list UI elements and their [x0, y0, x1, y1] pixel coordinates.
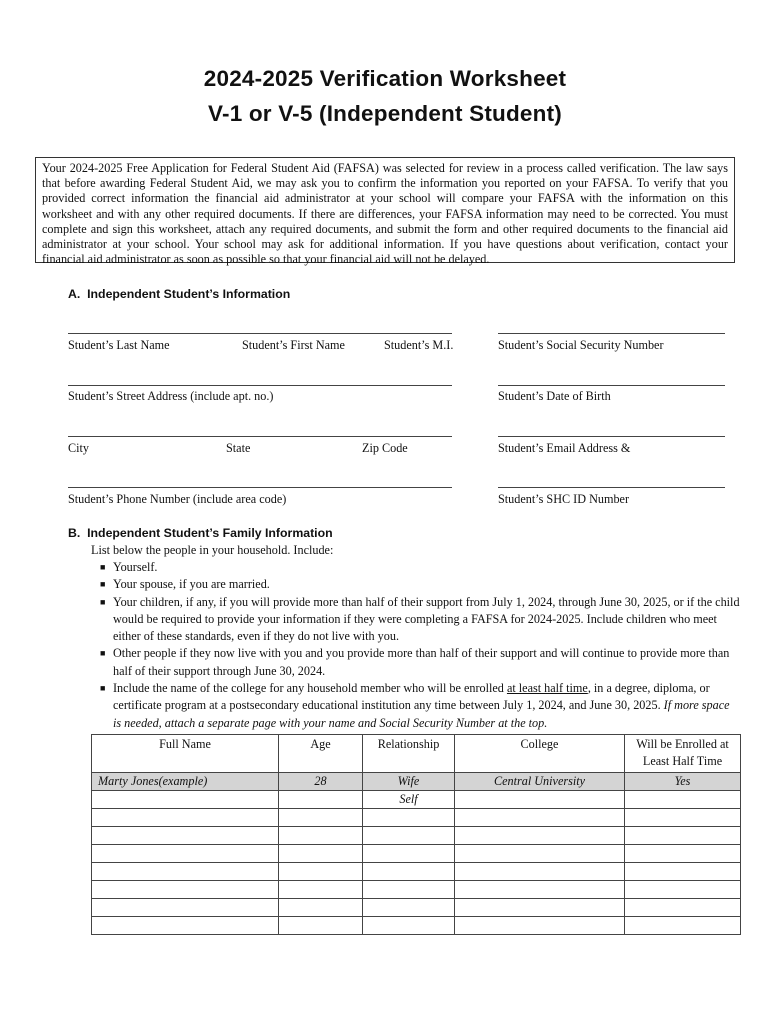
- cell-full-name[interactable]: [92, 809, 279, 827]
- cell-relationship[interactable]: [363, 827, 455, 845]
- table-row: [92, 845, 741, 863]
- list-item: ■ Yourself.: [100, 559, 740, 576]
- cell-age[interactable]: [279, 827, 363, 845]
- cell-full-name[interactable]: [92, 881, 279, 899]
- cell-age[interactable]: [279, 791, 363, 809]
- table-row: [92, 809, 741, 827]
- cell-college[interactable]: [455, 917, 625, 935]
- cell-relationship[interactable]: [363, 881, 455, 899]
- cell-relationship[interactable]: [363, 863, 455, 881]
- example-college: Central University: [455, 773, 625, 791]
- col-header-college: College: [455, 735, 625, 773]
- list-item: ■ Your spouse, if you are married.: [100, 576, 740, 593]
- bullet-icon: ■: [100, 562, 106, 572]
- cell-enrolled[interactable]: [625, 791, 741, 809]
- table-row: [92, 881, 741, 899]
- example-relationship: Wife: [363, 773, 455, 791]
- table-row: [92, 899, 741, 917]
- col-header-full-name: Full Name: [92, 735, 279, 773]
- cell-full-name[interactable]: [92, 899, 279, 917]
- bullet-icon: ■: [100, 648, 106, 659]
- table-row: [92, 863, 741, 881]
- list-item: ■ Include the name of the college for any household member who will be enrolled at least half time, in a degree, diploma, or certificate program at a postsecondary educational institution any time between July 1, 2024, and June 30, 2025. If more space is needed, attach a separate page with your name and Social Security Number at the top.: [100, 681, 730, 730]
- cell-relationship[interactable]: [363, 917, 455, 935]
- street-line[interactable]: [68, 385, 452, 386]
- worksheet-title: 2024-2025 Verification Worksheet: [203, 66, 567, 91]
- example-age: 28: [279, 773, 363, 791]
- cell-college[interactable]: [455, 845, 625, 863]
- street-label: Student’s Street Address (include apt. no.): [68, 389, 274, 403]
- cell-full-name[interactable]: [92, 863, 279, 881]
- email-line[interactable]: [498, 436, 725, 437]
- last-name-label: Student’s Last Name: [68, 338, 170, 352]
- cell-enrolled[interactable]: [625, 917, 741, 935]
- city-label: City: [68, 441, 89, 455]
- col-header-age: Age: [279, 735, 363, 773]
- cell-age[interactable]: [279, 917, 363, 935]
- cell-full-name[interactable]: [92, 845, 279, 863]
- section-a-heading: A. Independent Student’s Information: [68, 287, 291, 301]
- email-label: Student’s Email Address &: [498, 441, 631, 455]
- shc-id-line[interactable]: [498, 487, 725, 488]
- col-header-enrolled: Will be Enrolled at Least Half Time: [625, 735, 741, 773]
- bullet-icon: ■: [100, 683, 106, 694]
- bullet-icon: ■: [100, 579, 106, 590]
- list-item: ■ Other people if they now live with you and you provide more than half of their support and will continue to provide more than half of their support through June 30, 2024.: [100, 646, 730, 678]
- cell-relationship[interactable]: [363, 845, 455, 863]
- table-row: [92, 917, 741, 935]
- cell-college[interactable]: [455, 881, 625, 899]
- table-row: [92, 791, 741, 809]
- cell-full-name[interactable]: [92, 791, 279, 809]
- cell-enrolled[interactable]: [625, 809, 741, 827]
- phone-line[interactable]: [68, 487, 452, 488]
- cell-age[interactable]: [279, 809, 363, 827]
- list-item: ■ Your children, if any, if you will provide more than half of their support from July 1, 2024, through June 30, 2025, or if the child would be required to provide your information if they were completing a FAFSA for 2024-2025. Include children who meet either of these standards, even if they do not live with you.: [100, 594, 740, 644]
- state-label: State: [226, 441, 251, 455]
- phone-label: Student’s Phone Number (include area code): [68, 492, 287, 506]
- cell-enrolled[interactable]: [625, 827, 741, 845]
- shc-id-label: Student’s SHC ID Number: [498, 492, 630, 506]
- cell-college[interactable]: [455, 791, 625, 809]
- cell-college[interactable]: [455, 899, 625, 917]
- cell-age[interactable]: [279, 899, 363, 917]
- cell-college[interactable]: [455, 809, 625, 827]
- ssn-line[interactable]: [498, 333, 725, 334]
- cell-enrolled[interactable]: [625, 881, 741, 899]
- example-row: [92, 773, 741, 791]
- mi-label: Student’s M.I.: [384, 338, 454, 352]
- cell-age[interactable]: [279, 881, 363, 899]
- cell-college[interactable]: [455, 863, 625, 881]
- first-name-label: Student’s First Name: [242, 338, 345, 352]
- cell-enrolled[interactable]: [625, 863, 741, 881]
- worksheet-subtitle: V-1 or V-5 (Independent Student): [208, 101, 562, 126]
- city-state-zip-line[interactable]: [68, 436, 452, 437]
- household-table: [91, 734, 741, 935]
- col-header-relationship: Relationship: [363, 735, 455, 773]
- cell-full-name[interactable]: [92, 917, 279, 935]
- ssn-label: Student’s Social Security Number: [498, 338, 664, 352]
- cell-relationship[interactable]: [363, 899, 455, 917]
- household-bullet-list: [100, 559, 740, 732]
- section-b-heading: B. Independent Student’s Family Information: [68, 526, 333, 540]
- table-row: [92, 827, 741, 845]
- dob-line[interactable]: [498, 385, 725, 386]
- cell-college[interactable]: [455, 827, 625, 845]
- example-full-name: Marty Jones(example): [92, 773, 279, 791]
- cell-enrolled[interactable]: [625, 845, 741, 863]
- cell-relationship-self: Self: [363, 791, 455, 809]
- cell-age[interactable]: [279, 863, 363, 881]
- cell-age[interactable]: [279, 845, 363, 863]
- bullet-icon: ■: [100, 596, 106, 607]
- table-header-row: [92, 735, 741, 773]
- example-enrolled: Yes: [625, 773, 741, 791]
- cell-enrolled[interactable]: [625, 899, 741, 917]
- cell-full-name[interactable]: [92, 827, 279, 845]
- zip-label: Zip Code: [362, 441, 408, 455]
- list-intro: List below the people in your household. Include:: [91, 543, 334, 557]
- cell-relationship[interactable]: [363, 809, 455, 827]
- name-line[interactable]: [68, 333, 452, 334]
- dob-label: Student’s Date of Birth: [498, 389, 611, 403]
- intro-paragraph: Your 2024-2025 Free Application for Federal Student Aid (FAFSA) was selected for review in a process called verification. The law says that before awarding Federal Student Aid, we may ask you to confirm the information you reported on your FAFSA. To verify that you provided correct information the financial aid administrator at your school will compare your FAFSA with the information on this worksheet and with any other required documents. If there are differences, your FAFSA information may need to be corrected. You must complete and sign this worksheet, attach any required documents, and submit the form and other required documents to the financial aid administrator at your school. Your school may ask for additional information. If you have questions about verification, contact your financial aid administrator as soon as possible so that your financial aid will not be delayed.: [35, 157, 735, 263]
